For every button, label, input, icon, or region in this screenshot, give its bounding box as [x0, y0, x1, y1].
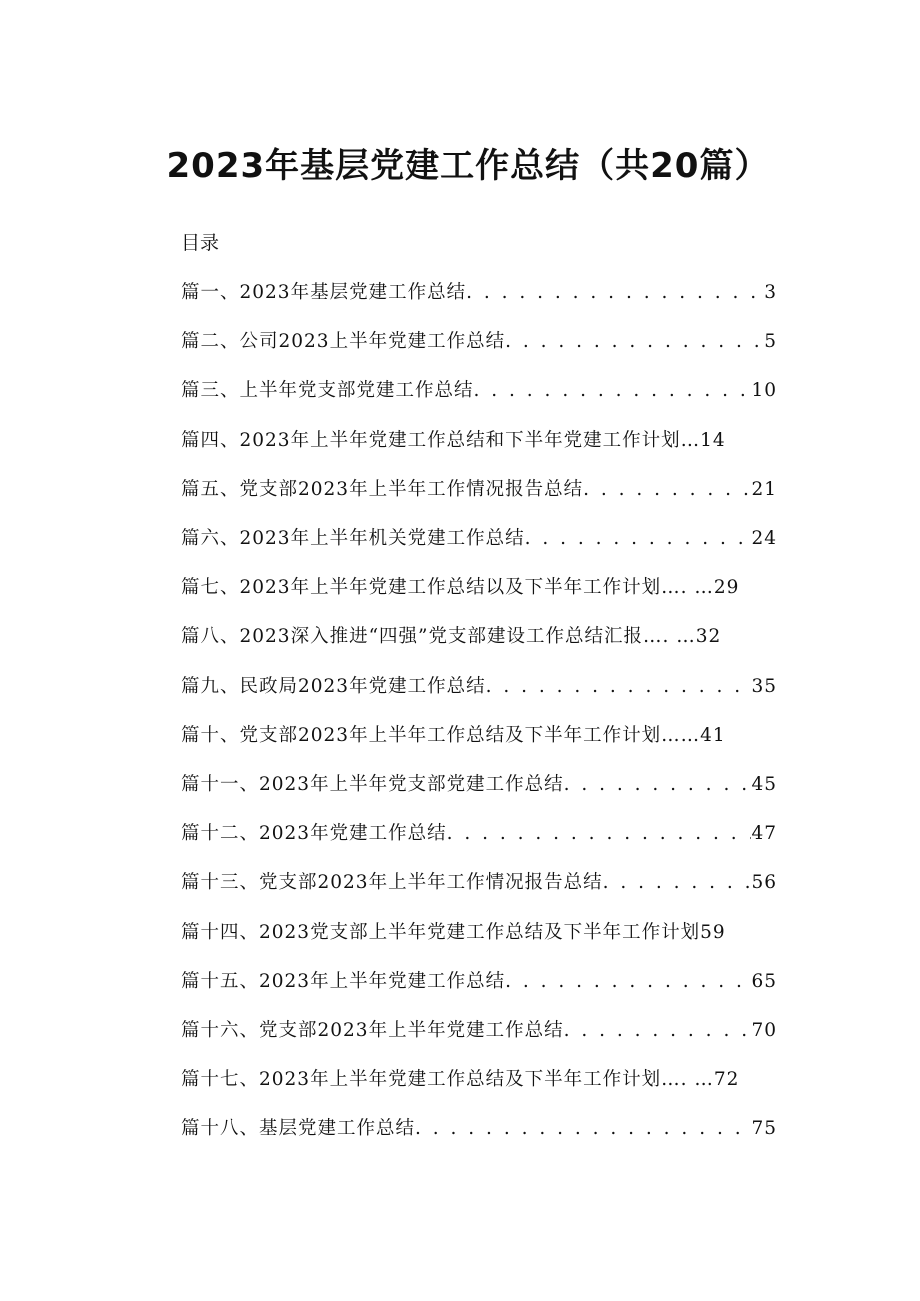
- toc-entry[interactable]: [181, 672, 777, 702]
- document-title: 2023年基层党建工作总结（共20篇）: [166, 146, 770, 186]
- toc-dot-leader: [474, 380, 752, 401]
- toc-entry[interactable]: [181, 376, 777, 406]
- toc-entry[interactable]: [181, 278, 777, 308]
- toc-entry-label: 篇五、党支部2023年上半年工作情况报告总结: [181, 478, 584, 500]
- toc-entry[interactable]: [181, 1016, 777, 1046]
- toc-dot-leader: [415, 1118, 751, 1139]
- toc-entry[interactable]: [181, 573, 777, 603]
- toc-entry[interactable]: [181, 868, 777, 898]
- toc-entry-label: 篇七、2023年上半年党建工作总结以及下半年工作计划…. …: [181, 577, 714, 599]
- toc-entry-label: 篇三、上半年党支部党建工作总结: [181, 380, 474, 402]
- toc-entry-page: 75: [751, 1118, 777, 1140]
- toc-entry-label: 篇十二、2023年党建工作总结: [181, 823, 447, 845]
- toc-entry-page: 72: [713, 1069, 740, 1091]
- toc-entry-page: 35: [751, 675, 777, 697]
- toc-dot-leader: [466, 282, 764, 303]
- toc-entry-page: 14: [700, 429, 726, 451]
- toc-entry[interactable]: [181, 918, 777, 948]
- toc-entry-label: 篇十六、党支部2023年上半年党建工作总结: [181, 1020, 564, 1041]
- toc-entry[interactable]: [181, 770, 777, 800]
- toc-entry-page: 5: [764, 331, 777, 353]
- toc-entry-label: 篇十四、2023党支部上半年党建工作总结及下半年工作计划: [181, 921, 701, 943]
- toc-entry[interactable]: [181, 967, 777, 997]
- toc-entry-label: 篇十七、2023年上半年党建工作总结及下半年工作计划…. …: [181, 1069, 714, 1091]
- toc-dot-leader: [564, 1020, 752, 1041]
- toc-heading: 目录: [181, 232, 220, 254]
- toc-dot-leader: [603, 872, 752, 893]
- toc-entry-label: 篇二、公司2023上半年党建工作总结: [181, 331, 506, 353]
- toc-entry-page: 24: [751, 528, 777, 549]
- toc-entry-page: 65: [751, 970, 777, 992]
- toc-entry-label: 篇十五、2023年上半年党建工作总结: [181, 970, 506, 992]
- toc-entry-page: 59: [700, 921, 726, 943]
- toc-entry-label: 篇六、2023年上半年机关党建工作总结: [181, 528, 525, 549]
- toc-entry-label: 篇十三、党支部2023年上半年工作情况报告总结: [181, 872, 603, 894]
- toc-dot-leader: [505, 331, 764, 352]
- toc-entry-page: 29: [713, 577, 740, 599]
- toc-entry-page: 47: [751, 823, 777, 845]
- toc-entry-label: 篇十、党支部2023年上半年工作总结及下半年工作计划……: [181, 724, 701, 746]
- toc-entry[interactable]: [181, 1065, 777, 1095]
- toc-dot-leader: [486, 676, 752, 697]
- toc-entry-page: 10: [751, 380, 777, 402]
- toc-dot-leader: [447, 823, 752, 844]
- toc-entry-page: 41: [700, 724, 726, 746]
- toc-entry[interactable]: [181, 1114, 777, 1144]
- toc-dot-leader: [505, 971, 751, 992]
- toc-entry-page: 70: [751, 1020, 777, 1041]
- toc-entry[interactable]: [181, 327, 777, 357]
- toc-entry-page: 56: [751, 872, 777, 894]
- toc-entry[interactable]: [181, 622, 777, 652]
- toc-entry[interactable]: [181, 819, 777, 849]
- toc-entry-page: 45: [751, 774, 777, 795]
- toc-entry[interactable]: [181, 721, 777, 751]
- toc-dot-leader: [564, 774, 752, 795]
- toc-entry-label: 篇一、2023年基层党建工作总结: [181, 282, 467, 303]
- toc-entry-label: 篇九、民政局2023年党建工作总结: [181, 675, 486, 697]
- toc-entry-page: 21: [751, 478, 777, 500]
- toc-entry[interactable]: [181, 426, 777, 456]
- toc-entry-page: 32: [695, 626, 722, 648]
- toc-entry-label: 篇八、2023深入推进“四强”党支部建设工作总结汇报…. …: [181, 626, 696, 648]
- toc-entry[interactable]: [181, 524, 777, 554]
- toc-entry-label: 篇四、2023年上半年党建工作总结和下半年党建工作计划…: [181, 429, 701, 451]
- toc-dot-leader: [583, 479, 751, 500]
- toc-entry[interactable]: [181, 475, 777, 505]
- toc-entry-label: 篇十八、基层党建工作总结: [181, 1118, 416, 1140]
- toc-entry-page: 3: [764, 282, 777, 303]
- toc-entry-label: 篇十一、2023年上半年党支部党建工作总结: [181, 774, 564, 795]
- toc-dot-leader: [525, 528, 752, 549]
